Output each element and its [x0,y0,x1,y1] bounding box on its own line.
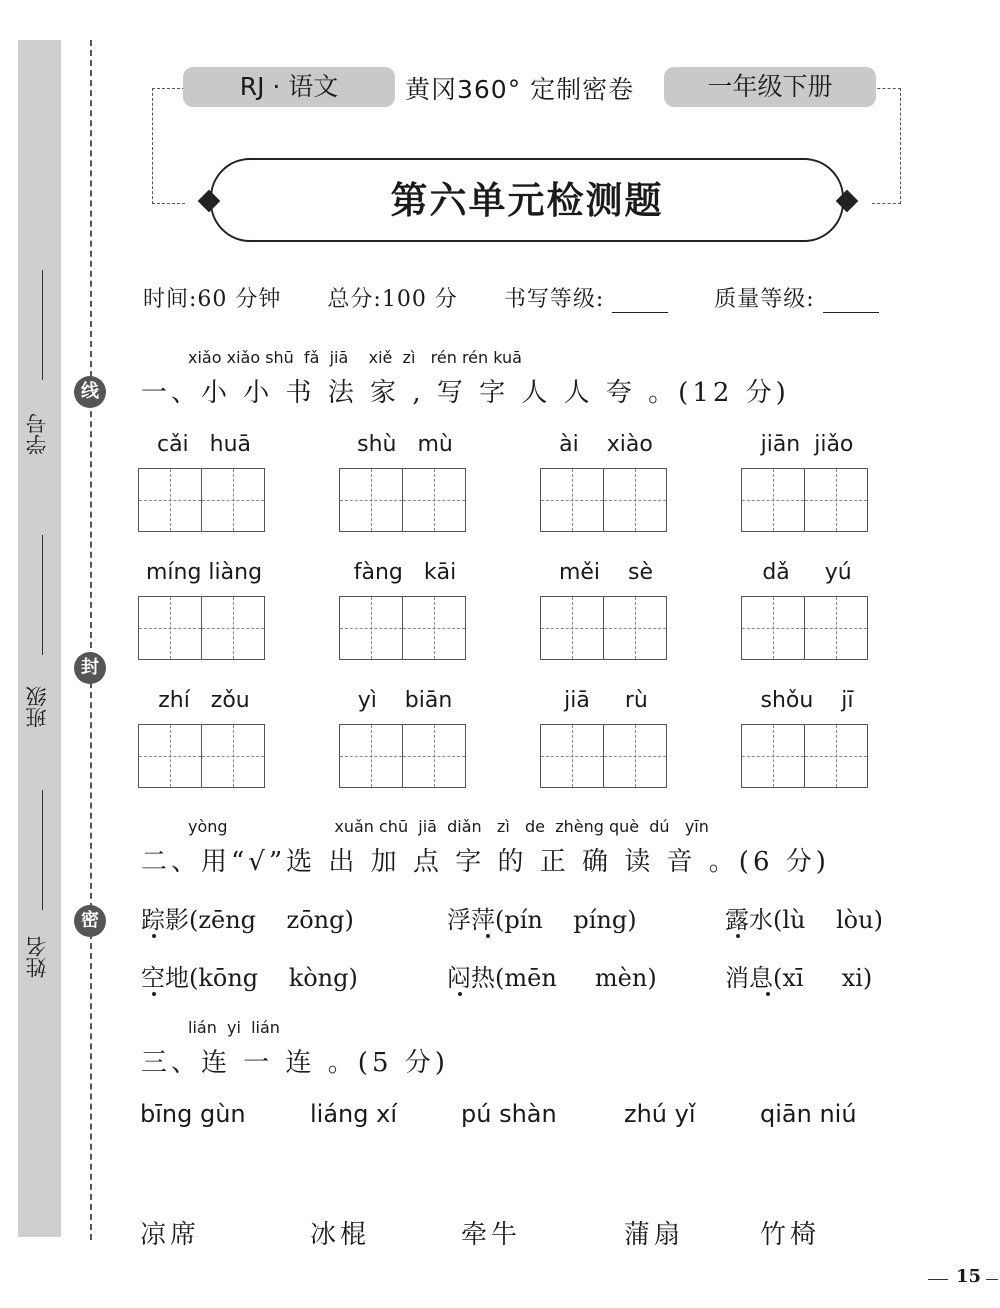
tianzige-cell[interactable] [402,468,466,532]
match-word-5[interactable]: 竹椅 [760,1220,821,1250]
tianzige-cell[interactable] [741,724,805,788]
match-word-2[interactable]: 冰棍 [310,1220,371,1250]
tianzige-cell[interactable] [804,468,868,532]
writing-grade-blank[interactable] [612,286,668,313]
word-pinyin: měi sè [558,560,654,585]
word-pinyin: cǎi huā [156,432,252,457]
tianzige-cell[interactable] [804,724,868,788]
seal-dashed-line [90,40,92,1240]
seal-line-mark: 线 [74,376,106,408]
tianzige-cell[interactable] [138,596,202,660]
emphasis-dot [152,992,156,996]
part1-title: 一、小 小 书 法 家 , 写 字 人 人 夸 。(12 分) [141,378,790,408]
match-pinyin-3[interactable]: pú shàn [461,1100,557,1128]
tianzige-cell[interactable] [804,596,868,660]
grade-pill: 一年级下册 [664,67,876,107]
pronunciation-option-2[interactable]: 浮萍(pín píng) [447,906,637,934]
word-pinyin: jiā rù [564,688,648,713]
match-pinyin-5[interactable]: qiān niú [760,1100,857,1128]
match-pinyin-1[interactable]: bīng gùn [140,1100,246,1128]
time-info: 时间:60 分钟 [143,287,282,312]
tianzige-cell[interactable] [540,468,604,532]
part2-pinyin: yòng xuǎn chū jiā diǎn zì de zhèng què dú yīn [188,817,709,836]
part3-title: 三、连 一 连 。(5 分) [141,1048,449,1078]
pronunciation-option-3[interactable]: 露水(lù lòu) [725,906,883,934]
word-pinyin: shǒu jī [760,688,854,713]
quality-grade-blank[interactable] [823,286,879,313]
pronunciation-option-6[interactable]: 消息(xī xi) [725,964,873,992]
word-pinyin: yì biān [357,688,453,713]
emphasis-dot [152,934,156,938]
match-pinyin-2[interactable]: liáng xí [310,1100,397,1128]
seal-secret-mark: 密 [74,905,106,937]
emphasis-dot [486,934,490,938]
quality-grade-label: 质量等级: [714,287,815,312]
writing-grade-label: 书写等级: [503,287,605,312]
tianzige-cell[interactable] [339,596,403,660]
word-pinyin: fàng kāi [353,560,457,585]
subject-pill: RJ · 语文 [183,67,395,107]
word-pinyin: jiān jiǎo [760,432,854,457]
pronunciation-option-1[interactable]: 踪影(zēng zōng) [141,906,354,934]
tianzige-cell[interactable] [339,468,403,532]
tianzige-cell[interactable] [201,724,265,788]
match-word-3[interactable]: 牵牛 [461,1220,522,1250]
seal-seal-mark: 封 [74,652,106,684]
tianzige-cell[interactable] [741,596,805,660]
word-pinyin: míng liàng [145,560,263,585]
series-title: 黄冈360° 定制密卷 [405,75,635,104]
pronunciation-option-4[interactable]: 空地(kōng kòng) [141,964,358,992]
tianzige-cell[interactable] [603,468,667,532]
class-label: 班级 [25,686,49,728]
exam-title: 第六单元检测题 [210,158,844,242]
class-blank[interactable] [42,535,43,655]
emphasis-dot [736,934,740,938]
page-num-rule-left [928,1279,948,1280]
tianzige-cell[interactable] [741,468,805,532]
pronunciation-option-5[interactable]: 闷热(mēn mèn) [447,964,657,992]
tianzige-cell[interactable] [603,596,667,660]
tianzige-cell[interactable] [339,724,403,788]
name-label: 姓名 [25,936,49,978]
part3-pinyin: lián yi lián [188,1018,280,1037]
tianzige-cell[interactable] [201,596,265,660]
tianzige-cell[interactable] [603,724,667,788]
match-word-4[interactable]: 蒲扇 [624,1220,685,1250]
word-pinyin: ài xiào [559,432,653,457]
page-num-rule-right [986,1279,998,1280]
exam-info-row [143,282,879,313]
emphasis-dot [766,992,770,996]
page-number: 15 [956,1266,982,1287]
student-number-label: 学号 [25,413,49,455]
tianzige-cell[interactable] [540,596,604,660]
part2-title: 二、用“√”选 出 加 点 字 的 正 确 读 音 。(6 分) [141,847,830,877]
binding-strip [18,40,61,1237]
header-bracket-left [152,88,185,204]
tianzige-cell[interactable] [540,724,604,788]
name-blank[interactable] [42,790,43,910]
word-pinyin: zhí zǒu [158,688,250,713]
part1-pinyin: xiǎo xiǎo shū fǎ jiā xiě zì rén rén kuā [188,348,522,367]
match-pinyin-4[interactable]: zhú yǐ [624,1100,696,1128]
match-word-1[interactable]: 凉席 [140,1220,201,1250]
word-pinyin: dǎ yú [762,560,852,585]
tianzige-cell[interactable] [138,468,202,532]
tianzige-cell[interactable] [402,596,466,660]
tianzige-cell[interactable] [201,468,265,532]
header-bracket-right [872,88,901,204]
total-score-info: 总分:100 分 [327,287,458,312]
emphasis-dot [458,992,462,996]
tianzige-cell[interactable] [402,724,466,788]
student-number-blank[interactable] [42,270,43,380]
word-pinyin: shù mù [357,432,453,457]
tianzige-cell[interactable] [138,724,202,788]
